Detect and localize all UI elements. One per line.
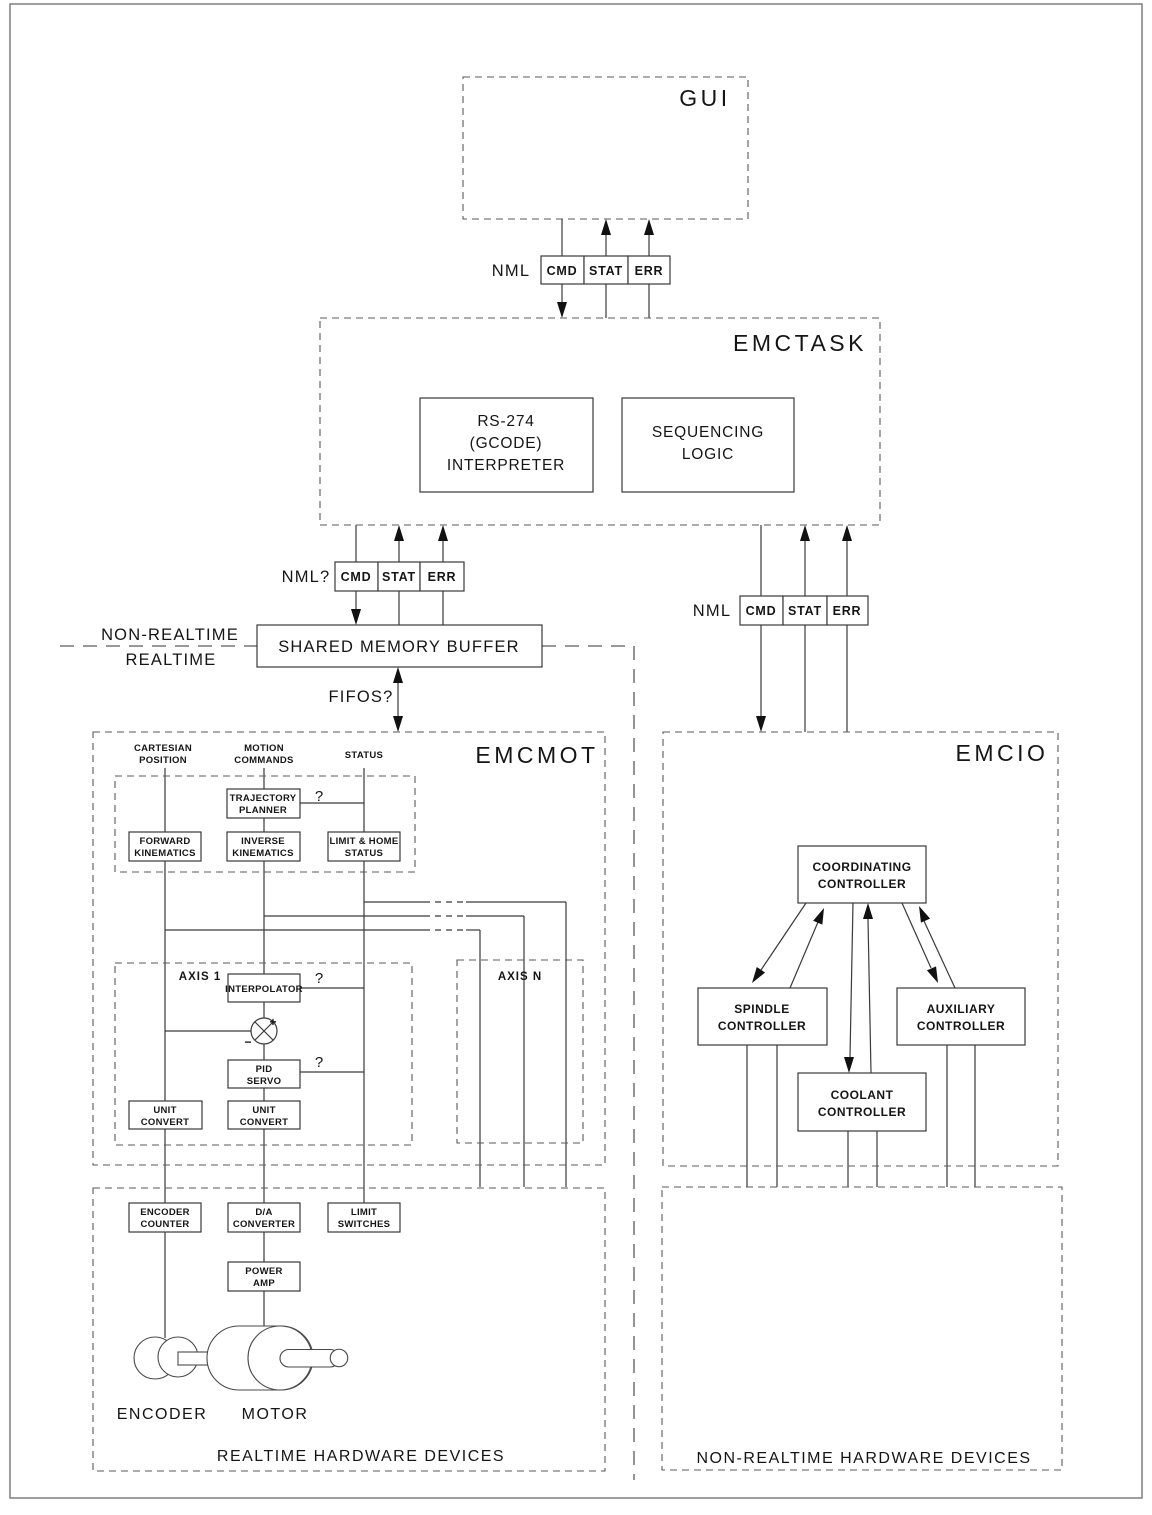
spindle-line1: SPINDLE <box>734 1002 790 1016</box>
interpolator-label: INTERPOLATOR <box>225 984 303 995</box>
interpreter-line3: INTERPRETER <box>446 457 566 474</box>
fifos-label: FIFOS? <box>328 688 394 706</box>
motor-label: MOTOR <box>241 1406 309 1423</box>
col-cartesian-line1: CARTESIAN <box>133 743 193 754</box>
realtime-label: REALTIME <box>125 651 217 669</box>
nonrealtime-hardware-box <box>662 1187 1062 1470</box>
trajectory-line2: PLANNER <box>238 805 288 816</box>
coordinating-line1: COORDINATING <box>812 860 912 874</box>
encoder-counter-line1: ENCODER <box>140 1207 190 1218</box>
limithome-line1: LIMIT & HOME <box>329 836 399 847</box>
realtime-hardware-internals <box>117 1203 505 1465</box>
interpolator-question-mark: ? <box>314 970 324 987</box>
col-cartesian-line2: POSITION <box>139 755 187 766</box>
limit-switches-line1: LIMIT <box>350 1207 378 1218</box>
unit-convert-fb-line1: UNIT <box>153 1105 177 1116</box>
col-status: STATUS <box>344 750 384 761</box>
sequencing-logic-box <box>622 398 794 492</box>
limit-switches-line2: SWITCHES <box>337 1219 391 1230</box>
axis1-label: AXIS 1 <box>178 971 222 983</box>
nml-row-right <box>693 596 868 625</box>
emctask-title: EMCTASK <box>733 330 867 356</box>
nml-left-label: NML? <box>281 568 331 586</box>
col-motion-line2: COMMANDS <box>234 755 294 766</box>
interpreter-line1: RS-274 <box>477 413 535 430</box>
coolant-line2: CONTROLLER <box>817 1105 907 1119</box>
coolant-controller-box <box>798 1073 926 1131</box>
interpreter-line2: (GCODE) <box>469 435 543 452</box>
coordinating-line2: CONTROLLER <box>817 877 907 891</box>
spindle-controller-box <box>698 988 827 1045</box>
auxiliary-line2: CONTROLLER <box>916 1019 1006 1033</box>
nml-top-label: NML <box>491 262 531 280</box>
forward-line2: KINEMATICS <box>134 848 196 859</box>
encoder-counter-line2: COUNTER <box>140 1219 190 1230</box>
motor-drawing <box>207 1326 348 1390</box>
da-line1: D/A <box>255 1207 273 1218</box>
auxiliary-line1: AUXILIARY <box>926 1002 996 1016</box>
trajectory-line1: TRAJECTORY <box>229 793 297 804</box>
gui-title: GUI <box>679 85 731 111</box>
emcmot-title: EMCMOT <box>475 742 599 768</box>
pid-line1: PID <box>255 1064 273 1075</box>
nml-right-cmd: CMD <box>745 604 777 618</box>
nonrealtime-label: NON-REALTIME <box>101 626 239 644</box>
junction-minus-sign: − <box>244 1035 252 1049</box>
spindle-line2: CONTROLLER <box>717 1019 807 1033</box>
limithome-line2: STATUS <box>344 848 384 859</box>
unit-convert-out-line2: CONVERT <box>239 1117 289 1128</box>
trajectory-question-mark: ? <box>314 788 324 805</box>
sequencing-line2: LOGIC <box>681 446 735 463</box>
coordinating-controller-box <box>798 846 926 903</box>
sequencing-line1: SEQUENCING <box>651 424 765 441</box>
auxiliary-controller-box <box>897 988 1025 1045</box>
col-motion-line1: MOTION <box>244 743 284 754</box>
unit-convert-fb-line2: CONVERT <box>140 1117 190 1128</box>
axisN-box <box>457 960 583 1143</box>
emcio-title: EMCIO <box>955 740 1049 766</box>
nml-right-label: NML <box>692 602 732 620</box>
power-amp-line2: AMP <box>252 1278 276 1289</box>
nml-left-cmd: CMD <box>340 570 372 584</box>
shared-memory-buffer-label: SHARED MEMORY BUFFER <box>278 638 520 656</box>
unit-convert-out-line1: UNIT <box>252 1105 276 1116</box>
pid-line2: SERVO <box>246 1076 282 1087</box>
nml-row-left <box>282 562 464 591</box>
inverse-line2: KINEMATICS <box>232 848 294 859</box>
nonrealtime-hardware-title: NON-REALTIME HARDWARE DEVICES <box>696 1450 1032 1467</box>
junction-plus-sign: + <box>269 1015 277 1029</box>
da-line2: CONVERTER <box>232 1219 296 1230</box>
inverse-line1: INVERSE <box>241 836 285 847</box>
nml-left-stat: STAT <box>382 570 416 584</box>
emcmot-box <box>93 732 605 1165</box>
emctask-internals <box>420 398 794 492</box>
pid-question-mark: ? <box>314 1054 324 1071</box>
encoder-label: ENCODER <box>116 1406 208 1423</box>
nml-top-cmd: CMD <box>546 264 578 278</box>
nml-right-err: ERR <box>832 604 862 618</box>
nml-row-top <box>492 256 670 284</box>
coolant-line1: COOLANT <box>830 1088 894 1102</box>
nml-top-err: ERR <box>634 264 664 278</box>
forward-line1: FORWARD <box>139 836 191 847</box>
axisN-label: AXIS N <box>497 971 543 983</box>
connector-lines <box>165 219 975 1338</box>
realtime-hardware-title: REALTIME HARDWARE DEVICES <box>216 1448 506 1465</box>
nml-left-err: ERR <box>427 570 457 584</box>
nml-top-stat: STAT <box>589 264 623 278</box>
nml-right-stat: STAT <box>788 604 822 618</box>
power-amp-line1: POWER <box>245 1266 283 1277</box>
encoder-drawing <box>134 1337 214 1379</box>
